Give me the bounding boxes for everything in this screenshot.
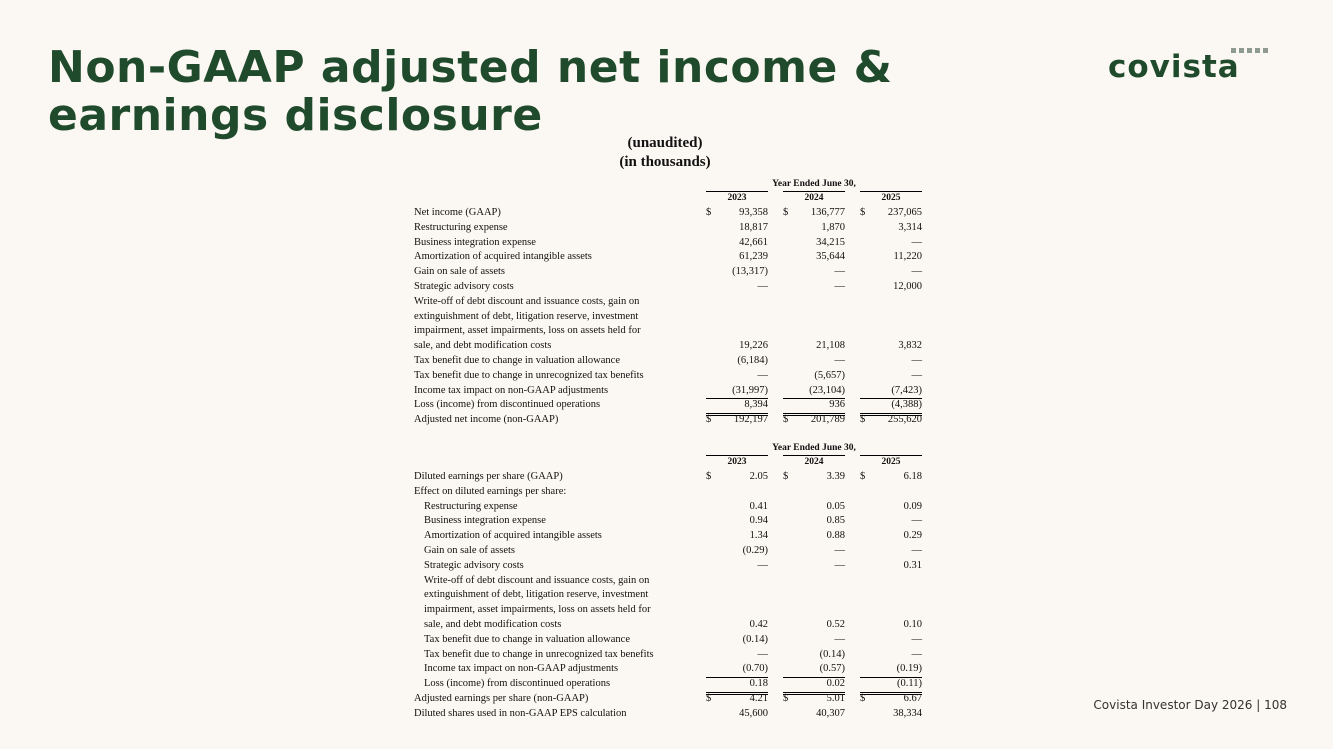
cell-value: (7,423): [891, 384, 922, 396]
cell-value: 237,065: [887, 207, 922, 218]
subtitle-unaudited: (unaudited): [627, 135, 703, 151]
cell-value: —: [834, 280, 845, 292]
dollar-sign: $: [783, 414, 789, 426]
page-title: [48, 44, 893, 140]
cell-value: 18,817: [739, 221, 768, 233]
table-header: [414, 442, 922, 470]
cell-value: —: [834, 354, 845, 366]
cell-value: 0.41: [749, 500, 768, 512]
cell-value: 0.09: [903, 500, 922, 512]
cell-value: —: [911, 633, 922, 645]
cell-value: (0.11): [897, 678, 922, 690]
row-label: Adjusted earnings per share (non-GAAP): [414, 692, 589, 704]
row-label: Income tax impact on non-GAAP adjustments: [424, 663, 619, 675]
cell-value: —: [911, 648, 922, 660]
cell-value: (4,388): [891, 399, 922, 411]
value-cell: [783, 677, 845, 690]
cell-value: (0.19): [896, 663, 922, 675]
value-cell: [706, 692, 768, 704]
cell-value: (0.70): [742, 663, 768, 675]
value-cell: [783, 413, 845, 426]
table-row: [414, 369, 922, 384]
cell-value: 19,226: [739, 340, 768, 352]
table-row: [414, 485, 922, 500]
cell-value: 0.05: [826, 500, 845, 512]
cell-value: 40,307: [816, 707, 845, 719]
value-cell: [783, 692, 845, 704]
cell-value: 201,789: [810, 414, 845, 426]
cell-value: —: [911, 369, 922, 381]
dollar-sign: $: [783, 471, 789, 482]
cell-value: 0.10: [903, 618, 922, 630]
cell-value: 38,334: [893, 707, 922, 719]
year-header: 2025: [860, 191, 922, 204]
cell-value: 3.39: [826, 471, 845, 482]
cell-value: 0.88: [826, 530, 845, 542]
year-header: 2023: [706, 191, 768, 204]
title-line-2: earnings disclosure: [48, 90, 543, 141]
cell-value: (13,317): [732, 266, 768, 278]
table-row: [414, 559, 922, 574]
cell-value: 45,600: [739, 707, 768, 719]
row-label: Strategic advisory costs: [414, 280, 514, 292]
cell-value: 61,239: [739, 251, 768, 263]
table-row: [414, 384, 922, 399]
value-cell: [860, 677, 922, 690]
cell-value: (31,997): [732, 384, 768, 396]
row-label: Diluted shares used in non-GAAP EPS calculation: [414, 707, 627, 719]
cell-value: 0.29: [903, 530, 922, 542]
table-row: [414, 280, 922, 295]
table-row: [414, 633, 922, 648]
table-row: [414, 707, 922, 722]
row-label: sale, and debt modification costs: [414, 340, 552, 352]
cell-value: —: [834, 544, 845, 556]
row-label: Income tax impact on non-GAAP adjustments: [414, 384, 609, 396]
cell-value: (5,657): [814, 369, 845, 381]
cell-value: 6.18: [903, 471, 922, 482]
cell-value: 192,197: [733, 414, 768, 426]
title-line-1: Non-GAAP adjusted net income &: [48, 42, 893, 93]
row-label: Diluted earnings per share (GAAP): [414, 471, 563, 482]
dollar-sign: $: [783, 692, 789, 704]
cell-value: 93,358: [739, 207, 768, 218]
row-label: impairment, asset impairments, loss on assets held for: [414, 325, 641, 337]
table-row: [414, 250, 922, 265]
row-label: impairment, asset impairments, loss on assets held for: [424, 604, 651, 616]
cell-value: 6.67: [903, 692, 922, 704]
footer-text: Covista Investor Day 2026 | 108: [1093, 698, 1287, 712]
cell-value: 8,394: [744, 399, 768, 411]
dollar-sign: $: [860, 414, 866, 426]
cell-value: —: [911, 544, 922, 556]
table-row: [414, 221, 922, 236]
value-cell: [783, 398, 845, 411]
table-row: [414, 206, 922, 221]
cell-value: 1.34: [749, 530, 768, 542]
year-header: 2024: [783, 191, 845, 204]
table-row: [414, 662, 922, 677]
table-row: [414, 354, 922, 369]
cell-value: 4.21: [749, 692, 768, 704]
subtitle-units: (in thousands): [619, 154, 711, 170]
row-label: Write-off of debt discount and issuance costs, gain on: [414, 295, 640, 307]
row-label: Net income (GAAP): [414, 207, 501, 218]
dollar-sign: $: [706, 414, 712, 426]
dollar-sign: $: [860, 207, 866, 218]
table-row: [414, 236, 922, 251]
table-header: [414, 178, 922, 206]
cell-value: 34,215: [816, 236, 845, 248]
cell-value: —: [834, 559, 845, 571]
period-label: Year Ended June 30,: [772, 179, 856, 189]
cell-value: 1,870: [821, 221, 845, 233]
table-row: [414, 618, 922, 633]
table-row: [414, 544, 922, 559]
cell-value: (0.14): [742, 633, 768, 645]
value-cell: [706, 398, 768, 411]
table-row: [414, 398, 922, 413]
cell-value: —: [911, 266, 922, 278]
cell-value: —: [757, 648, 768, 660]
dollar-sign: $: [783, 207, 789, 218]
dollar-sign: $: [860, 471, 866, 482]
cell-value: 21,108: [816, 340, 845, 352]
value-cell: [860, 398, 922, 411]
table-row: [414, 295, 922, 310]
cell-value: 0.85: [826, 515, 845, 527]
row-label: Strategic advisory costs: [424, 559, 524, 571]
table-row: [414, 677, 922, 692]
total-row: [414, 692, 922, 707]
cell-value: —: [757, 559, 768, 571]
value-cell: [706, 677, 768, 690]
cell-value: (0.14): [819, 648, 845, 660]
cell-value: —: [911, 354, 922, 366]
cell-value: 11,220: [893, 251, 922, 263]
row-label: Amortization of acquired intangible assets: [414, 251, 592, 263]
row-label: Write-off of debt discount and issuance costs, gain on: [424, 574, 650, 586]
row-label: Amortization of acquired intangible assets: [424, 530, 602, 542]
row-label: Tax benefit due to change in valuation allowance: [414, 354, 620, 366]
value-cell: [706, 413, 768, 426]
table-row: [414, 324, 922, 339]
row-label: Gain on sale of assets: [424, 544, 515, 556]
cell-value: 136,777: [810, 207, 845, 218]
cell-value: 0.02: [826, 678, 845, 690]
cell-value: —: [757, 369, 768, 381]
cell-value: 3,832: [898, 340, 922, 352]
cell-value: 0.42: [749, 618, 768, 630]
table-row: [414, 470, 922, 485]
year-header: 2024: [783, 455, 845, 468]
cell-value: —: [834, 266, 845, 278]
cell-value: 255,620: [887, 414, 922, 426]
row-label: Effect on diluted earnings per share:: [414, 485, 567, 497]
value-cell: [860, 413, 922, 426]
table-row: [414, 339, 922, 354]
row-label: sale, and debt modification costs: [424, 618, 562, 630]
cell-value: 35,644: [816, 251, 845, 263]
cell-value: 42,661: [739, 236, 768, 248]
row-label: Restructuring expense: [414, 221, 508, 233]
cell-value: (0.57): [819, 663, 845, 675]
covista-logo: covista: [1108, 49, 1240, 85]
eps-table: [414, 442, 922, 722]
row-label: Tax benefit due to change in valuation allowance: [424, 633, 630, 645]
cell-value: 0.52: [826, 618, 845, 630]
cell-value: 5.01: [826, 692, 845, 704]
row-label: Gain on sale of assets: [414, 266, 505, 278]
table-row: [414, 514, 922, 529]
cell-value: 936: [829, 399, 845, 411]
year-header: 2025: [860, 455, 922, 468]
cell-value: (23,104): [809, 384, 845, 396]
cell-value: 3,314: [898, 221, 922, 233]
total-row: [414, 413, 922, 428]
cell-value: 0.18: [749, 678, 768, 690]
row-label: Restructuring expense: [424, 500, 518, 512]
row-label: Tax benefit due to change in unrecognized tax benefits: [414, 369, 644, 381]
year-header: 2023: [706, 455, 768, 468]
row-label: extinguishment of debt, litigation reserve, investment: [424, 589, 649, 601]
net-income-table: [414, 178, 922, 428]
table-row: [414, 603, 922, 618]
cell-value: —: [911, 236, 922, 248]
value-cell: [860, 692, 922, 704]
cell-value: —: [911, 515, 922, 527]
table-row: [414, 500, 922, 515]
row-label: Business integration expense: [414, 236, 536, 248]
cell-value: —: [834, 633, 845, 645]
cell-value: 12,000: [893, 280, 922, 292]
cell-value: 2.05: [749, 471, 768, 482]
row-label: Loss (income) from discontinued operations: [414, 399, 601, 411]
table-row: [414, 265, 922, 280]
dollar-sign: $: [706, 207, 712, 218]
period-label: Year Ended June 30,: [772, 443, 856, 453]
cell-value: (0.29): [742, 544, 768, 556]
row-label: Business integration expense: [424, 515, 546, 527]
cell-value: 0.94: [749, 515, 768, 527]
cell-value: 0.31: [903, 559, 922, 571]
dollar-sign: $: [706, 471, 712, 482]
row-label: Loss (income) from discontinued operations: [424, 678, 611, 690]
dollar-sign: $: [860, 692, 866, 704]
cell-value: (6,184): [737, 354, 768, 366]
row-label: extinguishment of debt, litigation reserve, investment: [414, 310, 639, 322]
dollar-sign: $: [706, 692, 712, 704]
table-row: [414, 648, 922, 663]
row-label: Adjusted net income (non-GAAP): [414, 414, 559, 426]
cell-value: —: [757, 280, 768, 292]
table-row: [414, 588, 922, 603]
table-row: [414, 574, 922, 589]
table-row: [414, 529, 922, 544]
table-row: [414, 310, 922, 325]
row-label: Tax benefit due to change in unrecognized tax benefits: [424, 648, 654, 660]
